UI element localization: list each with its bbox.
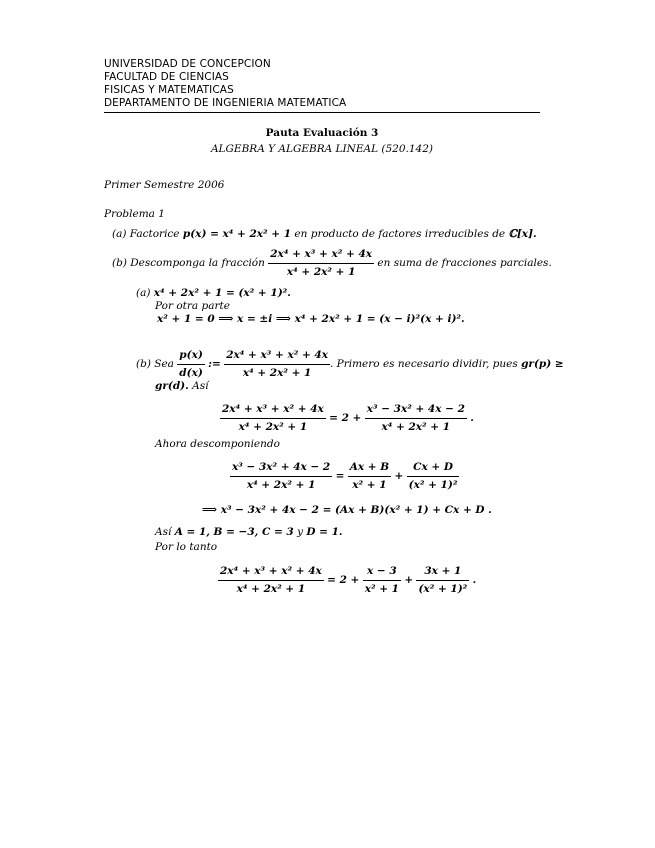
intro-numerator: 2x⁴ + x³ + x² + 4x: [224, 349, 330, 365]
eq4-end: .: [472, 574, 477, 586]
header-university: UNIVERSIDAD DE CONCEPCION: [104, 58, 271, 70]
statement-b-text: Descomponga la fracción: [130, 257, 265, 269]
solution-a-chain: x² + 1 = 0 ⟹ x = ±i ⟹ x⁴ + 2x² + 1 = (x − i)²(x + i)².: [157, 313, 465, 325]
header-rule: [104, 112, 540, 113]
eq1-end: .: [470, 412, 474, 424]
eq2-f1-numerator: Ax + B: [348, 461, 391, 477]
eq1-lhs-numerator: 2x⁴ + x³ + x² + 4x: [220, 403, 326, 419]
y-text: y: [297, 526, 304, 538]
equation-partial-fractions: [230, 461, 459, 492]
degree-inequality: gr(p) ≥: [521, 358, 564, 370]
p-numerator: p(x): [177, 349, 205, 365]
statement-b-numerator: 2x⁴ + x³ + x² + 4x: [268, 248, 374, 264]
eq4-f2-numerator: 3x + 1: [416, 565, 469, 581]
eq4-mid: = 2 +: [327, 574, 360, 586]
solution-b-intro: [136, 349, 564, 380]
intro-fraction: [224, 349, 330, 380]
eq4-f1-fraction: [363, 565, 401, 596]
eq2-f2-denominator: (x² + 1)²: [408, 479, 458, 491]
statement-b-label: (b): [112, 257, 127, 269]
solution-a-note: Por otra parte: [155, 300, 230, 312]
ahora-text: Ahora descomponiendo: [155, 438, 280, 450]
constants-values: A = 1, B = −3, C = 3: [174, 526, 294, 538]
eq2-f2-numerator: Cx + D: [407, 461, 460, 477]
eq2-lhs-fraction: [230, 461, 332, 492]
por-lo-tanto-text: Por lo tanto: [155, 541, 218, 553]
statement-b-text2: en suma de fracciones parciales.: [377, 257, 552, 269]
degree-d: gr(d).: [155, 380, 189, 392]
eq2-equals: =: [335, 470, 345, 482]
eq4-plus: +: [404, 574, 414, 586]
eq4-f1-denominator: x² + 1: [364, 583, 399, 595]
p-over-d-fraction: [177, 349, 205, 380]
statement-a: [112, 228, 537, 241]
eq2-lhs-numerator: x³ − 3x² + 4x − 2: [230, 461, 332, 477]
eq2-f2-fraction: [407, 461, 460, 492]
intro-denominator: x⁴ + 2x² + 1: [242, 367, 312, 379]
defeq-symbol: :=: [208, 358, 221, 370]
statement-a-text2: en producto de factores irreducibles de: [294, 228, 506, 240]
statement-a-field: ℂ[x].: [508, 228, 537, 240]
eq1-rhs-denominator: x⁴ + 2x² + 1: [381, 421, 451, 433]
eq1-mid: = 2 +: [329, 412, 362, 424]
problem-label: Problema 1: [104, 208, 165, 220]
eq4-lhs-fraction: [218, 565, 324, 596]
equation-division: [220, 403, 474, 434]
eq1-lhs-fraction: [220, 403, 326, 434]
eq2-f1-denominator: x² + 1: [352, 479, 387, 491]
eq4-lhs-denominator: x⁴ + 2x² + 1: [236, 583, 306, 595]
eq4-f2-fraction: [416, 565, 469, 596]
eq1-rhs-numerator: x³ − 3x² + 4x − 2: [365, 403, 467, 419]
asi-text: Así: [192, 380, 209, 392]
eq4-f2-denominator: (x² + 1)²: [418, 583, 468, 595]
statement-a-text: Factorice: [129, 228, 180, 240]
header-faculty: FACULTAD DE CIENCIAS: [104, 71, 229, 83]
asi2-text: Así: [155, 526, 172, 538]
eq4-f1-numerator: x − 3: [363, 565, 401, 581]
statement-a-label: (a): [112, 228, 127, 240]
course-title: ALGEBRA Y ALGEBRA LINEAL (520.142): [210, 143, 434, 155]
header-department: DEPARTAMENTO DE INGENIERIA MATEMATICA: [104, 97, 347, 109]
statement-b-fraction: [268, 248, 374, 279]
d-denominator: d(x): [179, 367, 203, 379]
semester: Primer Semestre 2006: [104, 179, 225, 191]
eq2-lhs-denominator: x⁴ + 2x² + 1: [246, 479, 316, 491]
eq1-rhs-fraction: [365, 403, 467, 434]
eq1-lhs-denominator: x⁴ + 2x² + 1: [238, 421, 308, 433]
statement-a-math: p(x) = x⁴ + 2x² + 1: [182, 228, 292, 240]
statement-b-denominator: x⁴ + 2x² + 1: [286, 266, 356, 278]
equation-final: [218, 565, 476, 596]
constants-line: [155, 526, 343, 539]
solution-a-eq: x⁴ + 2x² + 1 = (x² + 1)².: [153, 287, 291, 299]
header-physics-math: FISICAS Y MATEMATICAS: [104, 84, 234, 96]
solution-b-intro-cont: [155, 380, 209, 393]
solution-a: [136, 287, 291, 300]
equation-identity: ⟹ x³ − 3x² + 4x − 2 = (Ax + B)(x² + 1) + Cx + D .: [202, 504, 492, 516]
statement-b: [112, 248, 552, 279]
solution-a-label: (a): [136, 287, 151, 299]
eq2-f1-fraction: [348, 461, 391, 492]
eq4-lhs-numerator: 2x⁴ + x³ + x² + 4x: [218, 565, 324, 581]
page-title: Pauta Evaluación 3: [265, 127, 379, 139]
solution-b-sea: Sea: [154, 358, 174, 370]
solution-b-label: (b): [136, 358, 151, 370]
solution-b-text1: . Primero es necesario dividir, pues: [329, 358, 518, 370]
eq2-plus: +: [394, 470, 404, 482]
d-value: D = 1.: [306, 526, 343, 538]
